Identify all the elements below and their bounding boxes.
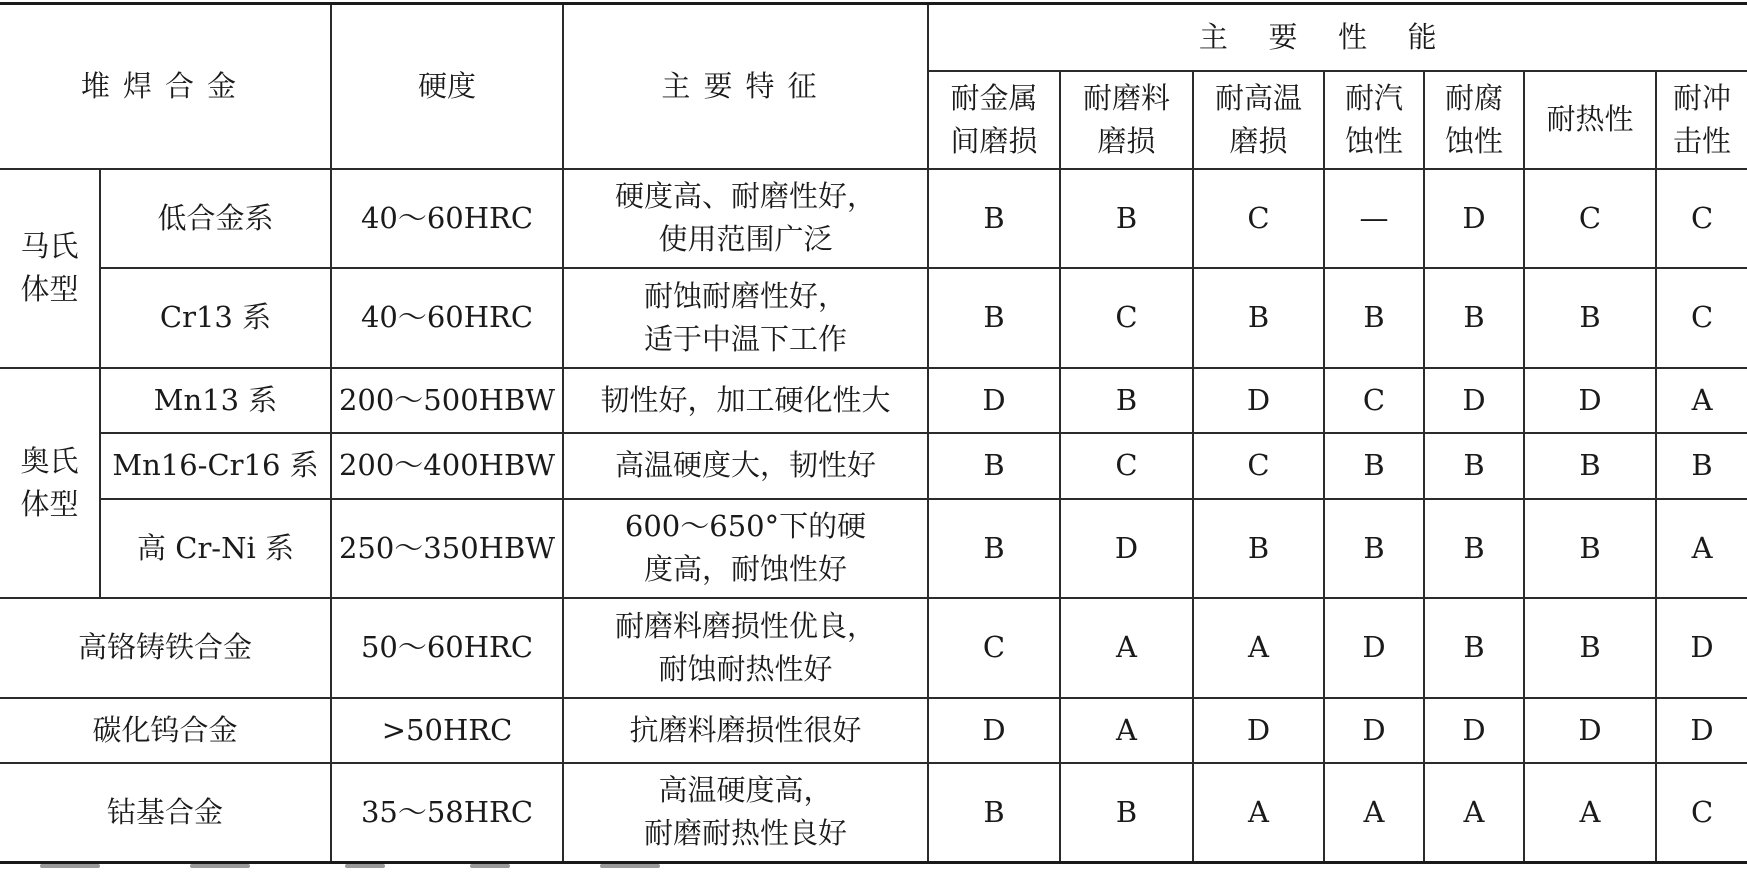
grade-cell: D bbox=[1656, 598, 1747, 698]
grade-cell: B bbox=[1324, 433, 1424, 499]
grade-cell: D bbox=[1193, 368, 1324, 433]
hardness-cell: 35～58HRC bbox=[331, 763, 563, 863]
header-metal-wear: 耐金属 间磨损 bbox=[928, 71, 1060, 169]
hardfacing-alloy-table bbox=[0, 2, 1747, 864]
group-martensitic: 马氏 体型 bbox=[0, 169, 100, 368]
grade-cell: B bbox=[928, 433, 1060, 499]
grade-cell: D bbox=[1324, 598, 1424, 698]
grade-cell: B bbox=[1424, 499, 1524, 598]
hardness-cell: 40～60HRC bbox=[331, 169, 563, 268]
grade-cell: B bbox=[928, 499, 1060, 598]
grade-cell: A bbox=[1060, 598, 1193, 698]
group-austenitic: 奥氏 体型 bbox=[0, 368, 100, 598]
grade-cell: B bbox=[1524, 499, 1656, 598]
grade-cell: A bbox=[1424, 763, 1524, 863]
grade-cell: A bbox=[1193, 598, 1324, 698]
grade-cell: — bbox=[1324, 169, 1424, 268]
features-cell: 抗磨料磨损性很好 bbox=[563, 698, 928, 763]
grade-cell: A bbox=[1656, 499, 1747, 598]
grade-cell: D bbox=[1424, 169, 1524, 268]
table-row bbox=[0, 698, 1747, 763]
grade-cell: B bbox=[1656, 433, 1747, 499]
alloy-cell: Mn16-Cr16 系 bbox=[100, 433, 331, 499]
grade-cell: B bbox=[1060, 169, 1193, 268]
header-row-1 bbox=[0, 4, 1747, 71]
header-high-temp-wear: 耐高温 磨损 bbox=[1193, 71, 1324, 169]
grade-cell: C bbox=[1656, 169, 1747, 268]
features-cell: 耐磨料磨损性优良， 耐蚀耐热性好 bbox=[563, 598, 928, 698]
features-cell: 高温硬度高， 耐磨耐热性良好 bbox=[563, 763, 928, 863]
table-row bbox=[0, 169, 1747, 268]
grade-cell: A bbox=[1193, 763, 1324, 863]
features-cell: 高温硬度大，韧性好 bbox=[563, 433, 928, 499]
grade-cell: C bbox=[1193, 433, 1324, 499]
grade-cell: D bbox=[1193, 698, 1324, 763]
table-row bbox=[0, 499, 1747, 598]
hardness-cell: 200～400HBW bbox=[331, 433, 563, 499]
header-impact: 耐冲 击性 bbox=[1656, 71, 1747, 169]
header-performance: 主要性能 bbox=[928, 4, 1747, 71]
grade-cell: B bbox=[928, 268, 1060, 368]
grade-cell: B bbox=[1060, 763, 1193, 863]
header-abrasive-wear: 耐磨料 磨损 bbox=[1060, 71, 1193, 169]
header-heat: 耐热性 bbox=[1524, 71, 1656, 169]
grade-cell: D bbox=[1524, 698, 1656, 763]
alloy-cell: 高 Cr-Ni 系 bbox=[100, 499, 331, 598]
hardness-cell: >50HRC bbox=[331, 698, 563, 763]
grade-cell: D bbox=[928, 698, 1060, 763]
grade-cell: C bbox=[1656, 268, 1747, 368]
features-cell: 600～650°下的硬 度高，耐蚀性好 bbox=[563, 499, 928, 598]
grade-cell: C bbox=[1656, 763, 1747, 863]
grade-cell: D bbox=[1656, 698, 1747, 763]
grade-cell: B bbox=[1324, 268, 1424, 368]
header-cavitation: 耐汽 蚀性 bbox=[1324, 71, 1424, 169]
grade-cell: D bbox=[1524, 368, 1656, 433]
table-row bbox=[0, 598, 1747, 698]
header-hardness: 硬度 bbox=[331, 4, 563, 169]
hardness-cell: 50～60HRC bbox=[331, 598, 563, 698]
grade-cell: B bbox=[1524, 598, 1656, 698]
grade-cell: B bbox=[1193, 268, 1324, 368]
hardness-cell: 200～500HBW bbox=[331, 368, 563, 433]
table-row bbox=[0, 368, 1747, 433]
table-row bbox=[0, 433, 1747, 499]
grade-cell: B bbox=[1424, 268, 1524, 368]
grade-cell: B bbox=[1424, 433, 1524, 499]
grade-cell: A bbox=[1060, 698, 1193, 763]
features-cell: 硬度高、耐磨性好， 使用范围广泛 bbox=[563, 169, 928, 268]
alloy-cell: 低合金系 bbox=[100, 169, 331, 268]
table-row bbox=[0, 763, 1747, 863]
alloy-cell: 碳化钨合金 bbox=[0, 698, 331, 763]
grade-cell: A bbox=[1324, 763, 1424, 863]
grade-cell: C bbox=[1060, 268, 1193, 368]
grade-cell: C bbox=[1324, 368, 1424, 433]
grade-cell: B bbox=[1324, 499, 1424, 598]
grade-cell: A bbox=[1656, 368, 1747, 433]
grade-cell: D bbox=[1060, 499, 1193, 598]
header-corrosion: 耐腐 蚀性 bbox=[1424, 71, 1524, 169]
grade-cell: D bbox=[1424, 368, 1524, 433]
header-features: 主要特征 bbox=[563, 4, 928, 169]
grade-cell: B bbox=[1193, 499, 1324, 598]
grade-cell: B bbox=[928, 169, 1060, 268]
grade-cell: B bbox=[1524, 268, 1656, 368]
alloy-cell: 钴基合金 bbox=[0, 763, 331, 863]
grade-cell: B bbox=[1524, 433, 1656, 499]
grade-cell: C bbox=[928, 598, 1060, 698]
alloy-cell: Mn13 系 bbox=[100, 368, 331, 433]
grade-cell: D bbox=[1324, 698, 1424, 763]
alloy-cell: Cr13 系 bbox=[100, 268, 331, 368]
alloy-cell: 高铬铸铁合金 bbox=[0, 598, 331, 698]
grade-cell: A bbox=[1524, 763, 1656, 863]
grade-cell: C bbox=[1060, 433, 1193, 499]
table-row bbox=[0, 268, 1747, 368]
hardness-cell: 250～350HBW bbox=[331, 499, 563, 598]
features-cell: 耐蚀耐磨性好， 适于中温下工作 bbox=[563, 268, 928, 368]
grade-cell: B bbox=[928, 763, 1060, 863]
features-cell: 韧性好，加工硬化性大 bbox=[563, 368, 928, 433]
grade-cell: C bbox=[1193, 169, 1324, 268]
hardness-cell: 40～60HRC bbox=[331, 268, 563, 368]
grade-cell: D bbox=[1424, 698, 1524, 763]
grade-cell: B bbox=[1060, 368, 1193, 433]
grade-cell: D bbox=[928, 368, 1060, 433]
grade-cell: B bbox=[1424, 598, 1524, 698]
grade-cell: C bbox=[1524, 169, 1656, 268]
cropped-footnote-strip bbox=[0, 862, 1747, 876]
header-alloy: 堆焊合金 bbox=[0, 4, 331, 169]
